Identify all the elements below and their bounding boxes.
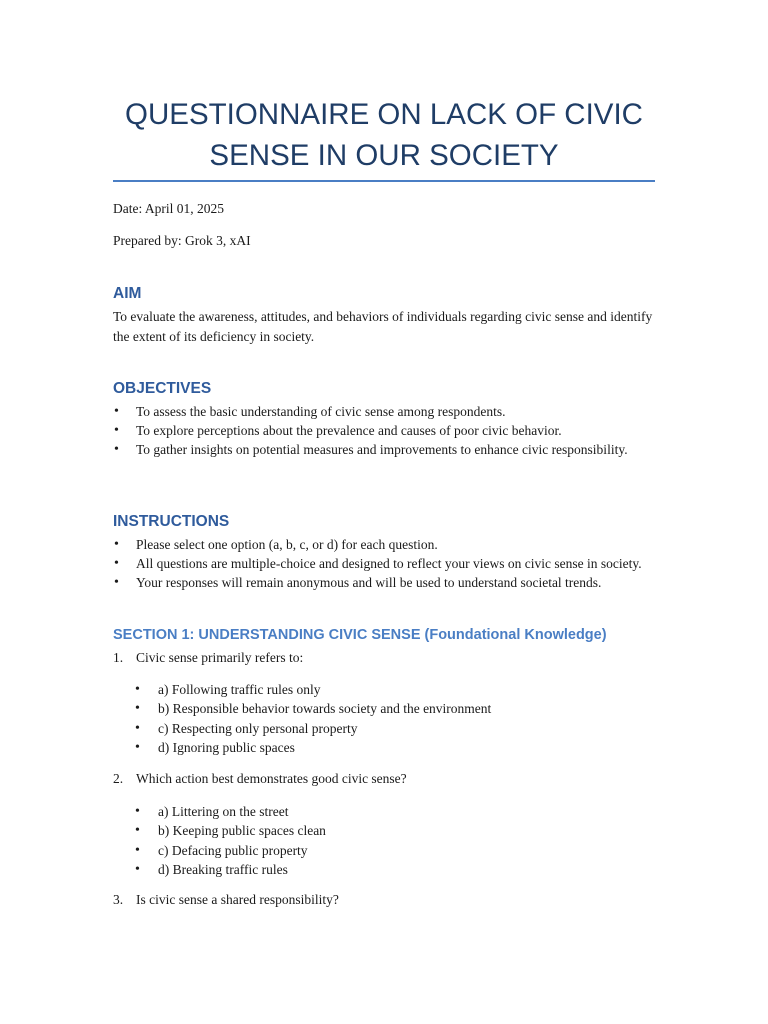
option-item[interactable]: • d) Breaking traffic rules — [135, 860, 635, 879]
aim-heading: AIM — [113, 285, 142, 302]
option-item[interactable]: • a) Littering on the street — [135, 802, 635, 821]
title-line-1: QUESTIONNAIRE ON LACK OF CIVIC — [125, 98, 643, 131]
prepared-by-line: Prepared by: Grok 3, xAI — [113, 233, 251, 248]
list-item: • Please select one option (a, b, c, or d) for each question. — [113, 535, 658, 554]
option-item[interactable]: • c) Respecting only personal property — [135, 719, 635, 738]
question-3-text: Is civic sense a shared responsibility? — [136, 892, 339, 907]
option-item[interactable]: • b) Responsible behavior towards society and the environment — [135, 699, 635, 718]
question-1-text: Civic sense primarily refers to: — [136, 650, 304, 665]
option-item[interactable]: • d) Ignoring public spaces — [135, 738, 635, 757]
instructions-list — [113, 535, 658, 593]
question-2-text: Which action best demonstrates good civic sense? — [136, 771, 407, 786]
title-underline — [113, 180, 655, 182]
list-item: • Your responses will remain anonymous and will be used to understand societal trends. — [113, 573, 658, 592]
list-item: • To gather insights on potential measures and improvements to enhance civic responsibility. — [113, 440, 658, 459]
list-item: • All questions are multiple-choice and designed to reflect your views on civic sense in society. — [113, 554, 658, 573]
question-2-number: 2. — [113, 771, 124, 786]
option-item[interactable]: • c) Defacing public property — [135, 841, 635, 860]
list-item: • To assess the basic understanding of civic sense among respondents. — [113, 402, 658, 421]
question-1-options — [135, 680, 635, 757]
option-item[interactable]: • b) Keeping public spaces clean — [135, 821, 635, 840]
instructions-heading: INSTRUCTIONS — [113, 513, 230, 530]
question-1-number: 1. — [113, 650, 124, 665]
question-3-number: 3. — [113, 892, 124, 907]
objectives-heading: OBJECTIVES — [113, 380, 212, 397]
option-item[interactable]: • a) Following traffic rules only — [135, 680, 635, 699]
date-line: Date: April 01, 2025 — [113, 201, 224, 216]
question-2-options — [135, 802, 635, 879]
objectives-list — [113, 402, 658, 460]
title-line-2: SENSE IN OUR SOCIETY — [209, 139, 559, 172]
section-1-heading: SECTION 1: UNDERSTANDING CIVIC SENSE (Foundational Knowledge) — [113, 627, 607, 643]
aim-text: To evaluate the awareness, attitudes, and behaviors of individuals regarding civic sense and identify the extent of its deficiency in society. — [113, 309, 653, 344]
document-title — [113, 94, 655, 176]
list-item: • To explore perceptions about the prevalence and causes of poor civic behavior. — [113, 421, 658, 440]
